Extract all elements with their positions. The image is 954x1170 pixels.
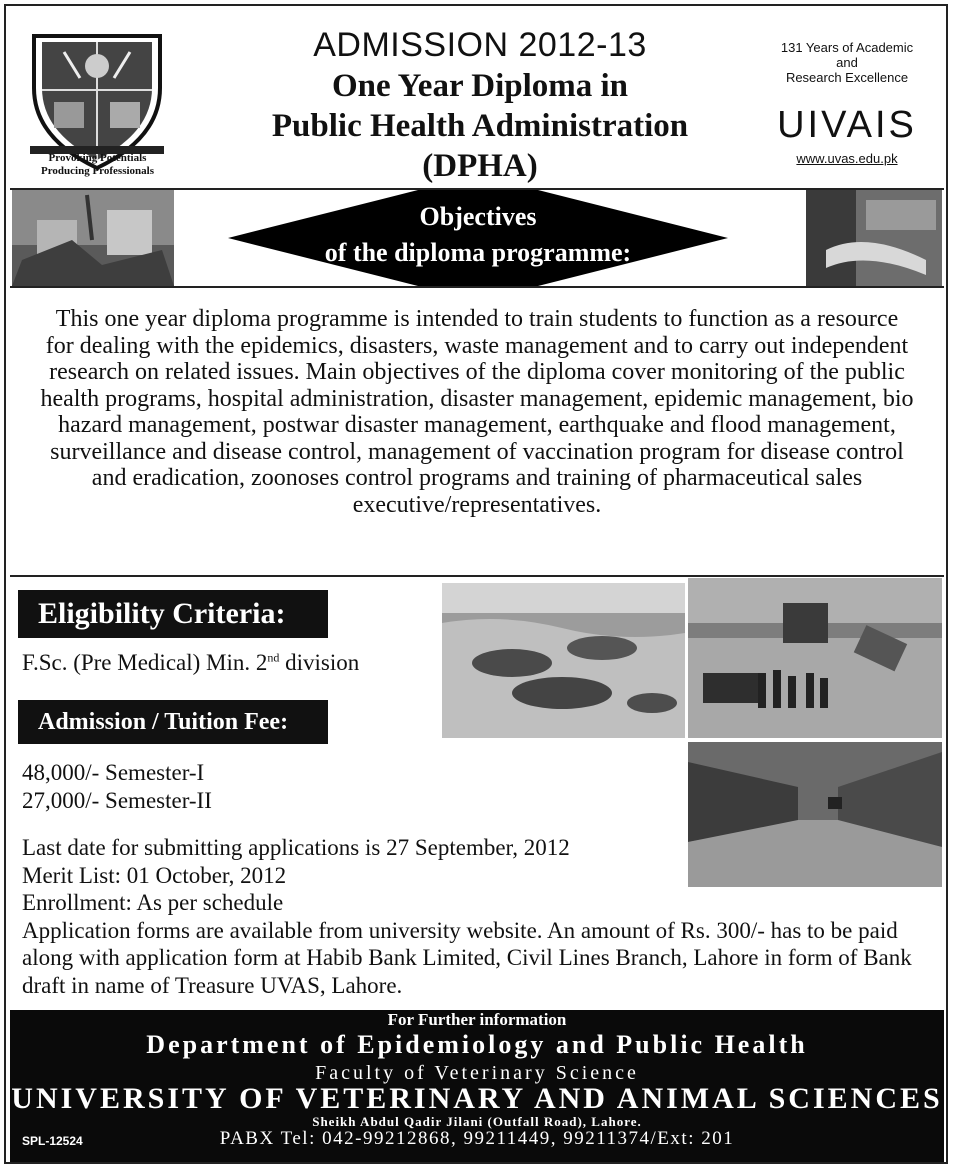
years-line-1: 131 Years of Academic <box>780 40 914 55</box>
eligibility-text-main: F.Sc. (Pre Medical) Min. 2 <box>22 650 268 675</box>
reference-code: SPL-12524 <box>22 1134 83 1148</box>
eligibility-heading: Eligibility Criteria: <box>18 590 328 638</box>
crest-tagline-line-2: Producing Professionals <box>41 165 154 177</box>
admission-title: ADMISSION 2012-13 <box>313 26 647 64</box>
application-details <box>22 834 937 999</box>
tuition-fee-heading: Admission / Tuition Fee: <box>18 700 328 744</box>
last-date-text: Last date for submitting applications is 27 September, 2012 <box>22 835 570 860</box>
crest-tagline <box>10 152 185 178</box>
years-line-2: and <box>836 55 858 70</box>
programme-description: This one year diploma programme is intended to train students to function as a resource for dealing with the epidemics, disasters, waste management and to carry out independent research on related issues. Main objectives of the diploma cover monitoring of the public health programs, hospital administration, disaster management, epidemic management, bio hazard management, postwar disaster management, earthquake and flood management, surveillance and disease control, management of vaccination program for disease control and eradication, zoonoses control programs and training of pharmaceutical sales executive/representatives. <box>40 306 914 518</box>
phone-numbers: PABX Tel: 042-99212868, 99211449, 99211374/Ext: 201 <box>219 1128 735 1149</box>
years-of-excellence <box>752 40 942 85</box>
programme-line-1: One Year Diploma in <box>331 68 629 104</box>
flood-photo-aerial <box>442 583 685 738</box>
section-divider <box>10 575 944 577</box>
eligibility-text <box>22 650 442 676</box>
enrollment-text: Enrollment: As per schedule <box>22 890 284 915</box>
department-name: Department of Epidemiology and Public Health <box>146 1030 808 1059</box>
fee-semester-2: 27,000/- Semester-II <box>22 788 212 813</box>
faculty-name: Faculty of Veterinary Science <box>315 1062 639 1084</box>
university-name: UNIVERSITY OF VETERINARY AND ANIMAL SCIENCES <box>11 1082 943 1115</box>
flood-photo-vehicles <box>688 578 942 738</box>
years-line-3: Research Excellence <box>785 70 909 85</box>
programme-line-2: Public Health Administration <box>271 108 689 144</box>
eligibility-text-end: division <box>279 650 360 675</box>
fee-semester-1: 48,000/- Semester-I <box>22 760 205 785</box>
merit-list-text: Merit List: 01 October, 2012 <box>22 862 287 888</box>
application-form-text: Application forms are available from university website. An amount of Rs. 300/- has to be paid along with application form at Habib Bank Limited, Civil Lines Branch, Lahore in form of Bank draft in name of Treasure UVAS, Lahore. <box>22 917 912 998</box>
website-link[interactable]: www.uvas.edu.pk <box>796 151 898 166</box>
eligibility-superscript: nd <box>267 650 280 665</box>
contact-footer <box>10 1010 944 1162</box>
university-address: Sheikh Abdul Qadir Jilani (Outfall Road), Lahore. <box>312 1114 642 1129</box>
uvas-logo: UIVAIS <box>777 104 917 146</box>
programme-line-3: (DPHA) <box>422 148 538 184</box>
objectives-heading-line-1: Objectives <box>419 202 537 231</box>
further-info-label: For Further information <box>387 1010 567 1029</box>
disaster-photo-right <box>806 190 942 286</box>
objectives-heading-line-2: of the diploma programme: <box>324 238 632 267</box>
crest-tagline-line-1: Provoking Potentials <box>48 152 147 164</box>
disaster-photo-left <box>12 190 174 286</box>
